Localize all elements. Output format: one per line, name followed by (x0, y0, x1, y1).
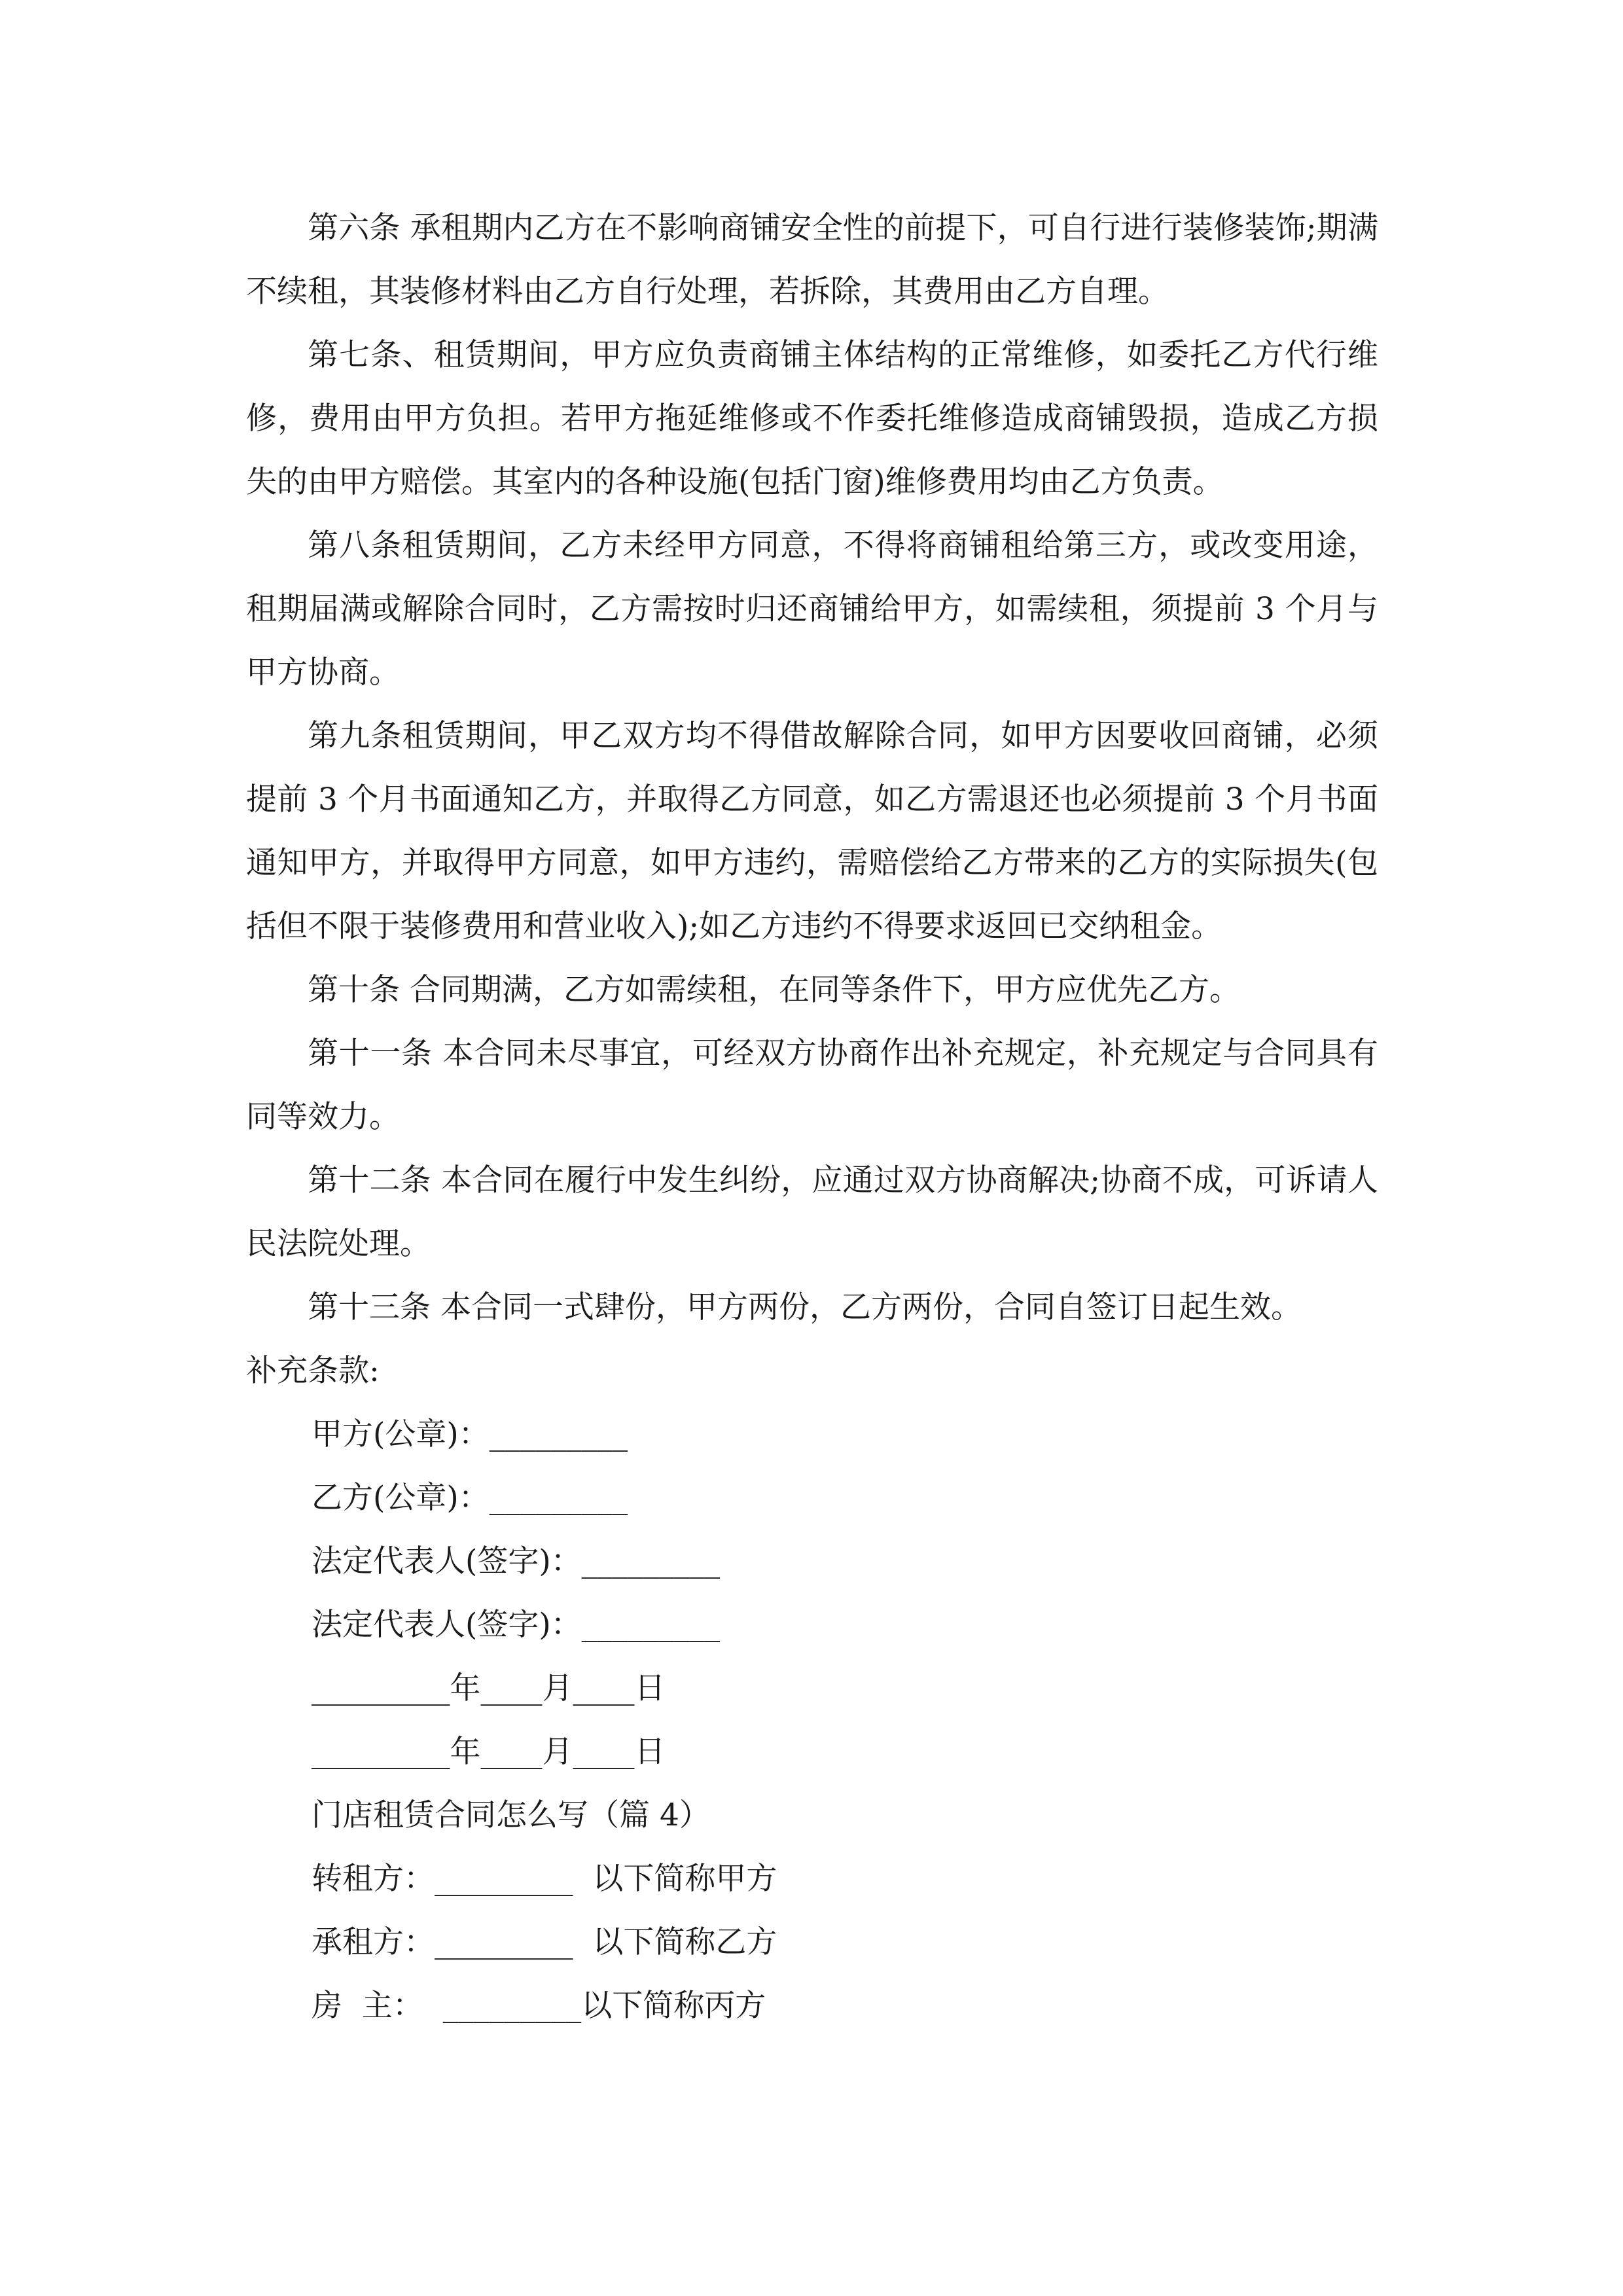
clause-6: 第六条 承租期内乙方在不影响商铺安全性的前提下，可自行进行装修装饰;期满不续租，其装修材料由乙方自行处理，若拆除，其费用由乙方自理。 (246, 210, 1378, 310)
supplement-label: 补充条款: (246, 1353, 380, 1389)
signature-date-b: _________年____月____日 (312, 1734, 666, 1770)
clause-13: 第十三条 本合同一式肆份，甲方两份，乙方两份，合同自签订日起生效。 (308, 1289, 1302, 1325)
clause-10: 第十条 合同期满，乙方如需续租，在同等条件下，甲方应优先乙方。 (308, 972, 1240, 1008)
clause-9: 第九条租赁期间，甲乙双方均不得借故解除合同，如甲方因要收回商铺，必须提前 3 个月书面通知乙方，并取得乙方同意，如乙方需退还也必须提前 3 个月书面通知甲方，并取得甲方同意，如甲方违约，需赔偿给乙方带来的乙方的实际损失(包括但不限于装修费用和营业收入);如乙方违约不得要求返回已交纳租金。 (246, 718, 1378, 944)
clause-8: 第八条租赁期间，乙方未经甲方同意，不得将商铺租给第三方，或改变用途，租期届满或解除合同时，乙方需按时归还商铺给甲方，如需续租，须提前 3 个月与甲方协商。 (246, 528, 1378, 691)
party-sublessor: 转租方：_________ 以下简称甲方 (312, 1861, 777, 1897)
section-title: 门店租赁合同怎么写（篇 4） (312, 1797, 710, 1833)
signature-legal-rep-a: 法定代表人(签字)：_________ (312, 1543, 721, 1579)
party-landlord: 房 主： _________以下简称丙方 (312, 1988, 766, 2024)
clause-7: 第七条、租赁期间，甲方应负责商铺主体结构的正常维修，如委托乙方代行维修，费用由甲方负担。若甲方拖延维修或不作委托维修造成商铺毁损，造成乙方损失的由甲方赔偿。其室内的各种设施(包括门窗)维修费用均由乙方负责。 (246, 337, 1378, 500)
signature-party-b-seal: 乙方(公章)：_________ (312, 1480, 628, 1516)
clause-11: 第十一条 本合同未尽事宜，可经双方协商作出补充规定，补充规定与合同具有同等效力。 (246, 1035, 1378, 1135)
signature-party-a-seal: 甲方(公章)：_________ (312, 1416, 628, 1452)
signature-legal-rep-b: 法定代表人(签字)：_________ (312, 1607, 721, 1643)
party-lessee: 承租方：_________ 以下简称乙方 (312, 1924, 777, 1960)
document-body (246, 196, 1378, 2037)
clause-12: 第十二条 本合同在履行中发生纠纷，应通过双方协商解决;协商不成，可诉请人民法院处理。 (246, 1162, 1378, 1262)
signature-date-a: _________年____月____日 (312, 1670, 666, 1706)
